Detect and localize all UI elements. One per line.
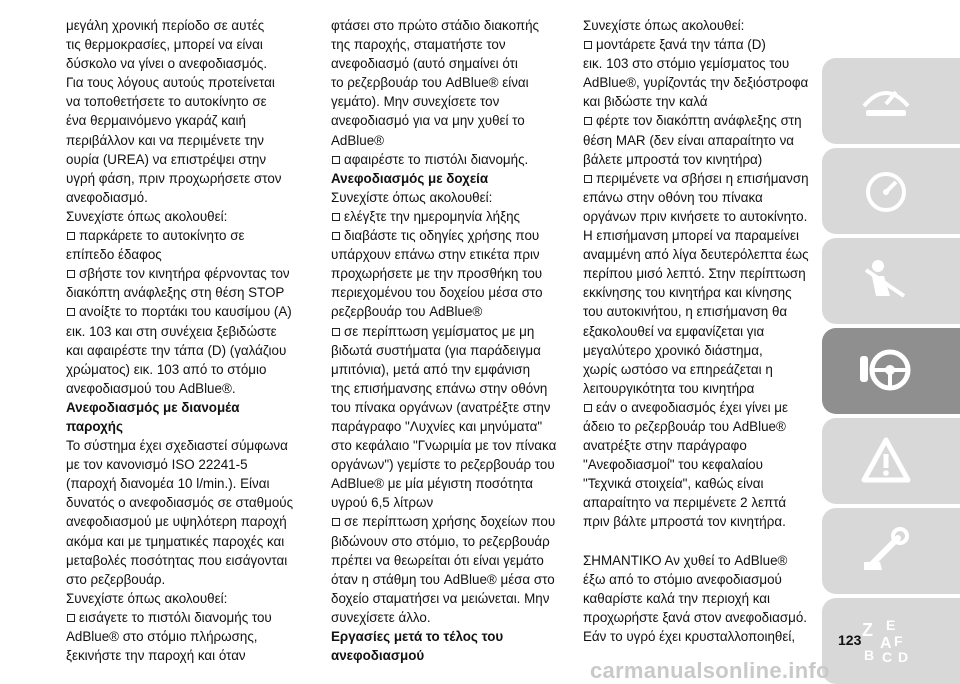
text-line: υπάρχουν επάνω στην ετικέτα πριν bbox=[331, 247, 540, 263]
text-line: ανατρέξτε στην παράγραφο bbox=[583, 438, 747, 454]
warning-triangle-icon bbox=[860, 436, 912, 484]
section-heading: παροχής bbox=[66, 418, 123, 434]
car-dashboard-icon bbox=[860, 76, 912, 124]
text-line: όταν η στάθμη του AdBlue® μέσα στο bbox=[331, 571, 555, 587]
text-line: περιεχομένου του δοχείου μέσα στο bbox=[331, 285, 543, 301]
tab-starting-driving[interactable] bbox=[822, 328, 960, 414]
bullet-square-icon bbox=[584, 404, 592, 412]
bullet-item: ελέγξτε την ημερομηνία λήξης bbox=[331, 207, 569, 226]
text-line: Συνεχίστε όπως ακολουθεί: bbox=[331, 189, 493, 205]
text-line: διακόπτη ανάφλεξης στη θέση STOP bbox=[66, 285, 285, 301]
bullet-item: μοντάρετε ξανά την τάπα (D) bbox=[583, 35, 819, 54]
bullet-square-icon bbox=[332, 213, 340, 221]
text-line: συνεχίσετε άλλο. bbox=[331, 609, 431, 625]
svg-text:F: F bbox=[894, 633, 903, 649]
bullet-item: παρκάρετε το αυτοκίνητο σε bbox=[66, 226, 304, 245]
bullet-item: εάν ο ανεφοδιασμός έχει γίνει με bbox=[583, 398, 819, 417]
bullet-item: φέρτε τον διακόπτη ανάφλεξης στη bbox=[583, 111, 819, 130]
section-heading: Ανεφοδιασμός με διανομέα bbox=[66, 399, 240, 415]
svg-text:Z: Z bbox=[862, 620, 873, 640]
text-line: επάνω στην οθόνη του πίνακα bbox=[583, 189, 763, 205]
paragraph-gap bbox=[583, 532, 819, 551]
text-line: να τοποθετήσετε το αυτοκίνητο σε bbox=[66, 94, 267, 110]
page-number: 123 bbox=[838, 632, 862, 648]
text-column-3 bbox=[583, 16, 819, 646]
text-line: "Ανεφοδιασμοί" του κεφαλαίου bbox=[583, 457, 763, 473]
text-line: προχωρήστε ξανά στον ανεφοδιασμό. bbox=[583, 609, 807, 625]
svg-text:E: E bbox=[886, 617, 896, 633]
text-line: (παροχή διανομέα 10 l/min.). Είναι bbox=[66, 476, 270, 492]
watermark-footer: carmanualsonline.info bbox=[590, 658, 830, 683]
text-line: περίπου μισό λεπτό. Στην περίπτωση bbox=[583, 266, 806, 282]
text-line: το ρεζερβουάρ του AdBlue® είναι bbox=[331, 75, 529, 91]
text-line: ουρία (UREA) να επιστρέψει στην bbox=[66, 151, 267, 167]
wrench-car-icon bbox=[860, 526, 912, 574]
bullet-square-icon bbox=[584, 117, 592, 125]
text-line: εικ. 103 και στη συνέχεια ξεβιδώστε bbox=[66, 323, 277, 339]
bullet-item: εισάγετε το πιστόλι διανομής του bbox=[66, 608, 304, 627]
text-line: με τον κανονισμό ISO 22241-5 bbox=[66, 457, 248, 473]
tab-instruments[interactable] bbox=[822, 148, 960, 234]
tab-maintenance[interactable] bbox=[822, 508, 960, 594]
bullet-square-icon bbox=[67, 232, 75, 240]
text-line: μεγάλη χρονική περίοδο σε αυτές bbox=[66, 18, 265, 33]
text-line: πρέπει να θεωρείται ότι είναι γεμάτο bbox=[331, 552, 544, 568]
svg-text:B: B bbox=[864, 647, 875, 663]
text-line: χρώματος) εικ. 103 από το στόμιο bbox=[66, 361, 267, 377]
text-line: του αυτοκινήτου, η επισήμανση θα bbox=[583, 304, 788, 320]
text-line: φτάσει στο πρώτο στάδιο διακοπής bbox=[331, 18, 539, 33]
bullet-square-icon bbox=[67, 270, 75, 278]
text-line: προχωρήσετε με την προσθήκη του bbox=[331, 266, 543, 282]
alphabet-index-icon bbox=[860, 616, 912, 664]
text-line: Συνεχίστε όπως ακολουθεί: bbox=[66, 208, 228, 224]
text-line: απαραίτητο να περιμένετε 2 λεπτά bbox=[583, 495, 787, 511]
bullet-square-icon bbox=[67, 614, 75, 622]
text-column-1 bbox=[66, 16, 304, 665]
svg-text:D: D bbox=[898, 649, 909, 664]
text-line: Η επισήμανση μπορεί να παραμείνει bbox=[583, 228, 799, 244]
bullet-item: σε περίπτωση γεμίσματος με μη bbox=[331, 322, 569, 341]
bullet-square-icon bbox=[332, 328, 340, 336]
bullet-square-icon bbox=[584, 41, 592, 49]
text-line: ανεφοδιασμού του AdBlue®. bbox=[66, 380, 236, 396]
text-line: επίπεδο έδαφος bbox=[66, 247, 162, 263]
speedometer-icon bbox=[860, 166, 912, 214]
text-line: ρεζερβουάρ του AdBlue® bbox=[331, 304, 483, 320]
text-line: άδειο το ρεζερβουάρ του AdBlue® bbox=[583, 418, 786, 434]
tab-safety[interactable] bbox=[822, 238, 960, 324]
text-line: AdBlue®, γυρίζοντάς την δεξιόστροφα bbox=[583, 75, 809, 91]
text-line: βιδώνουν στο στόμιο, το ρεζερβουάρ bbox=[331, 533, 550, 549]
text-line: Συνεχίστε όπως ακολουθεί: bbox=[583, 18, 745, 33]
text-line: στο κεφάλαιο "Γνωριμία με τον πίνακα bbox=[331, 438, 557, 454]
text-line: δυνατός ο ανεφοδιασμός σε σταθμούς bbox=[66, 495, 294, 511]
bullet-square-icon bbox=[332, 518, 340, 526]
text-line: Για τους λόγους αυτούς προτείνεται bbox=[66, 75, 275, 91]
text-line: παράγραφο "Λυχνίες και μηνύματα" bbox=[331, 418, 543, 434]
bullet-item: διαβάστε τις οδηγίες χρήσης που bbox=[331, 226, 569, 245]
text-line: υγρού 6,5 λίτρων bbox=[331, 495, 434, 511]
text-line: χωρίς ωστόσο να επηρεάζεται η bbox=[583, 361, 773, 377]
text-line: γεμάτο). Μην συνεχίσετε τον bbox=[331, 94, 500, 110]
bullet-square-icon bbox=[584, 175, 592, 183]
text-line: πριν βάλτε μπροστά τον κινητήρα. bbox=[583, 514, 786, 530]
text-line: και αφαιρέστε την τάπα (D) (γαλάζιου bbox=[66, 342, 287, 358]
text-line: ανεφοδιασμό για να μην χυθεί το bbox=[331, 113, 525, 129]
bullet-item: περιμένετε να σβήσει η επισήμανση bbox=[583, 169, 819, 188]
text-line: ένα θερμαινόμενο γκαράζ καιή bbox=[66, 113, 246, 129]
svg-text:C: C bbox=[882, 649, 893, 664]
bullet-square-icon bbox=[67, 308, 75, 316]
section-heading: Εργασίες μετά το τέλος του bbox=[331, 629, 504, 644]
text-line: οργάνων πριν κινήσετε το αυτοκίνητο. bbox=[583, 208, 808, 224]
text-line: έξω από το στόμιο ανεφοδιασμού bbox=[583, 571, 782, 587]
text-line: υγρή φάση, πριν προχωρήσετε στον bbox=[66, 170, 282, 186]
text-line: μπιτόνια), μετά από την εμφάνιση bbox=[331, 361, 531, 377]
text-line: μεταβολές ποσότητας που εισάγονται bbox=[66, 552, 288, 568]
text-line: θέση MAR (δεν είναι απαραίτητο να bbox=[583, 132, 795, 148]
text-line: εκκίνησης του κινητήρα και κίνησης bbox=[583, 285, 792, 301]
text-line: Εάν το υγρό έχει κρυσταλλοποιηθεί, bbox=[583, 628, 796, 644]
text-line: οργάνων") γεμίστε το ρεζερβουάρ του bbox=[331, 457, 555, 473]
text-line: AdBlue® με μία μέγιστη ποσότητα bbox=[331, 476, 533, 492]
bullet-item: σβήστε τον κινητήρα φέρνοντας τον bbox=[66, 264, 304, 283]
text-line: βιδωτά συστήματα (για παράδειγμα bbox=[331, 342, 541, 358]
text-line: περιβάλλον και να περιμένετε την bbox=[66, 132, 264, 148]
section-heading: ανεφοδιασμού bbox=[331, 648, 425, 664]
text-line: ΣΗΜΑΝΤΙΚΟ Αν χυθεί το AdBlue® bbox=[583, 552, 788, 568]
text-line: ξεκινήστε την παροχή και όταν bbox=[66, 648, 246, 664]
bullet-square-icon bbox=[332, 156, 340, 164]
bullet-square-icon bbox=[332, 232, 340, 240]
tab-dashboard[interactable] bbox=[822, 58, 960, 144]
text-line: της επισήμανσης επάνω στην οθόνη bbox=[331, 380, 548, 396]
text-line: αναμμένη από λίγα δευτερόλεπτα έως bbox=[583, 247, 809, 263]
svg-text:A: A bbox=[880, 635, 892, 652]
text-line: Το σύστημα έχει σχεδιαστεί σύμφωνα bbox=[66, 438, 288, 454]
text-line: τις θερμοκρασίες, μπορεί να είναι bbox=[66, 37, 263, 53]
text-line: δοχείο σταματήσει να μειώνεται. Μην bbox=[331, 590, 550, 606]
text-line: στο ρεζερβουάρ. bbox=[66, 571, 166, 587]
text-line: της παροχής, σταματήστε τον bbox=[331, 37, 506, 53]
text-line: δύσκολο να γίνει ο ανεφοδιασμός. bbox=[66, 56, 268, 72]
tab-emergency[interactable] bbox=[822, 418, 960, 504]
airbag-seat-icon bbox=[860, 256, 912, 304]
section-heading: Ανεφοδιασμός με δοχεία bbox=[331, 170, 489, 186]
bullet-item: ανοίξτε το πορτάκι του καυσίμου (A) bbox=[66, 302, 304, 321]
text-line: "Τεχνικά στοιχεία", καθώς είναι bbox=[583, 476, 764, 492]
text-line: Συνεχίστε όπως ακολουθεί: bbox=[66, 590, 228, 606]
steering-wheel-key-icon bbox=[860, 346, 912, 394]
text-column-2 bbox=[331, 16, 569, 665]
text-line: εικ. 103 στο στόμιο γεμίσματος του bbox=[583, 56, 790, 72]
text-line: ανεφοδιασμό (αυτό σημαίνει ότι bbox=[331, 56, 518, 72]
text-line: ανεφοδιασμό. bbox=[66, 189, 148, 205]
text-line: εξακολουθεί να εμφανίζεται για bbox=[583, 323, 765, 339]
text-line: AdBlue® bbox=[331, 132, 385, 148]
text-line: ανεφοδιασμού με υψηλότερη παροχή bbox=[66, 514, 287, 530]
text-line: του πίνακα οργάνων (ανατρέξτε στην bbox=[331, 399, 551, 415]
text-line: καθαρίστε καλά την περιοχή και bbox=[583, 590, 771, 606]
bullet-item: αφαιρέστε το πιστόλι διανομής. bbox=[331, 150, 569, 169]
bullet-item: σε περίπτωση χρήσης δοχείων που bbox=[331, 512, 569, 531]
text-line: ακόμα και με τμηματικές παροχές και bbox=[66, 533, 285, 549]
text-line: και βιδώστε την καλά bbox=[583, 94, 708, 110]
text-line: βάλετε μπροστά τον κινητήρα) bbox=[583, 151, 763, 167]
text-line: λειτουργικότητα του κινητήρα bbox=[583, 380, 755, 396]
text-line: μεγαλύτερο χρονικό διάστημα, bbox=[583, 342, 763, 358]
text-line: AdBlue® στο στόμιο πλήρωσης, bbox=[66, 629, 258, 644]
